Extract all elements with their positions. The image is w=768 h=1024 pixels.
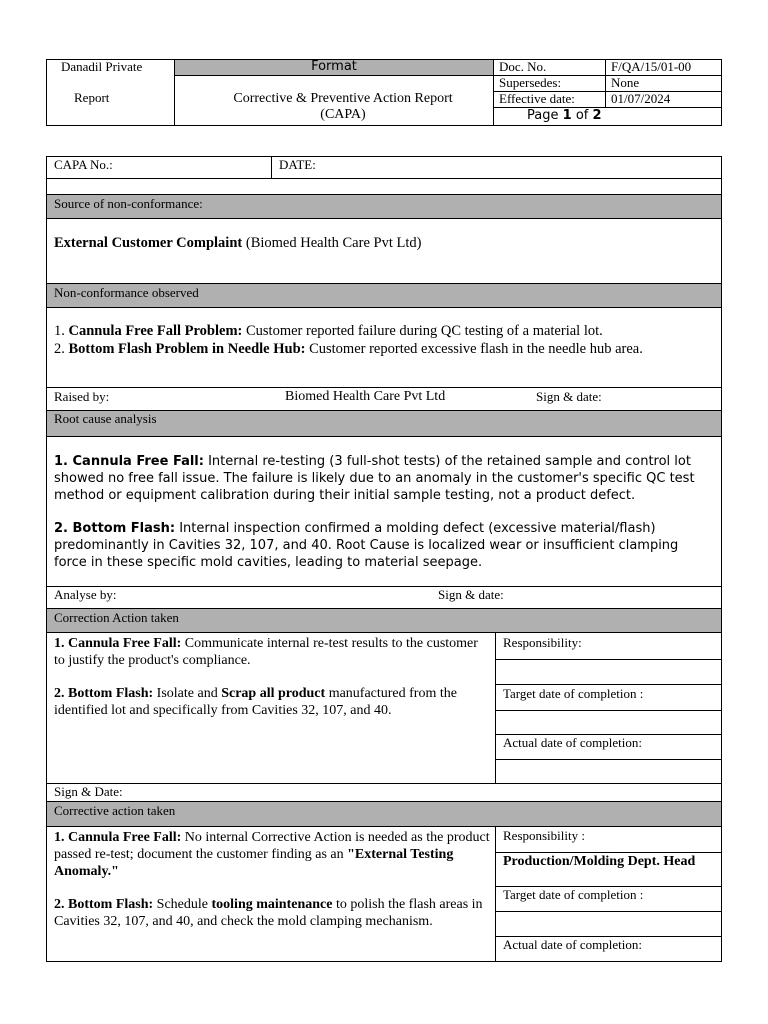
corrective-target-date-label: Target date of completion :	[503, 887, 644, 902]
analyse-by-label: Analyse by:	[54, 587, 117, 602]
doc-no-label: Doc. No.	[499, 59, 547, 74]
nonconformance-heading: Non-conformance observed	[54, 285, 199, 300]
correction-target-date-label: Target date of completion :	[503, 686, 644, 701]
corrective-heading: Corrective action taken	[54, 803, 176, 818]
source-text: External Customer Complaint (Biomed Health Care Pvt Ltd)	[54, 235, 422, 251]
corrective-responsibility-value: Production/Molding Dept. Head	[503, 854, 696, 869]
analyse-sign-label: Sign & date:	[438, 587, 504, 602]
effective-date-value: 01/07/2024	[611, 91, 671, 106]
nonconformance-item-1: 1. Cannula Free Fall Problem: Customer reported failure during QC testing of a material lot.	[54, 323, 603, 339]
root-cause-heading: Root cause analysis	[54, 411, 157, 426]
doc-no-value: F/QA/15/01-00	[611, 59, 692, 74]
format-label: Format	[311, 59, 357, 74]
report-title-line2: (CAPA)	[320, 107, 366, 122]
supersedes-value: None	[611, 75, 640, 90]
corrective-paragraph-1: 1. Cannula Free Fall: No internal Corrective Action is needed as the product passed re-test; document the customer finding as an "External Testing Anomaly."	[54, 830, 490, 879]
company-name: Danadil Private	[61, 59, 143, 74]
correction-heading: Correction Action taken	[54, 610, 179, 625]
capa-no-label: CAPA No.:	[54, 157, 113, 172]
corrective-responsibility-label: Responsibility :	[503, 828, 585, 843]
raised-by-label: Raised by:	[54, 389, 110, 404]
correction-responsibility-label: Responsibility:	[503, 635, 582, 650]
correction-paragraph-2: 2. Bottom Flash: Isolate and Scrap all product manufactured from the identified lot and specifically from Cavities 32, 107, and 40.	[54, 686, 457, 718]
corrective-actual-date-label: Actual date of completion:	[503, 937, 642, 952]
report-word: Report	[74, 90, 110, 105]
report-title-line1: Corrective & Preventive Action Report	[233, 91, 453, 106]
source-heading: Source of non-conformance:	[54, 196, 203, 211]
effective-date-label: Effective date:	[499, 91, 575, 106]
supersedes-label: Supersedes:	[499, 75, 562, 90]
nonconformance-item-2: 2. Bottom Flash Problem in Needle Hub: Customer reported excessive flash in the needle hub area.	[54, 341, 643, 357]
root-cause-paragraph-2: 2. Bottom Flash: Internal inspection confirmed a molding defect (excessive material/flash) predominantly in Cavities 32, 107, and 40. Root Cause is localized wear or insufficient clamping force in these specific mold cavities, leading to material seepage.	[54, 521, 679, 570]
date-label: DATE:	[279, 157, 316, 172]
page-indicator: Page 1 of 2	[527, 108, 602, 123]
raised-sign-label: Sign & date:	[536, 389, 602, 404]
root-cause-paragraph-1: 1. Cannula Free Fall: Internal re-testing (3 full-shot tests) of the retained sample and control lot showed no free fall issue. The failure is likely due to an anomaly in the customer's specific QC test method or equipment calibration during their initial sample testing, not a product defect.	[54, 454, 695, 503]
raised-by-value: Biomed Health Care Pvt Ltd	[285, 389, 446, 404]
correction-actual-date-label: Actual date of completion:	[503, 735, 642, 750]
correction-sign-label: Sign & Date:	[54, 784, 123, 799]
correction-paragraph-1: 1. Cannula Free Fall: Communicate internal re-test results to the customer to justify the product's compliance.	[54, 636, 478, 668]
corrective-paragraph-2: 2. Bottom Flash: Schedule tooling maintenance to polish the flash areas in Cavities 32, 107, and 40, and check the mold clamping mechanism.	[54, 897, 483, 929]
